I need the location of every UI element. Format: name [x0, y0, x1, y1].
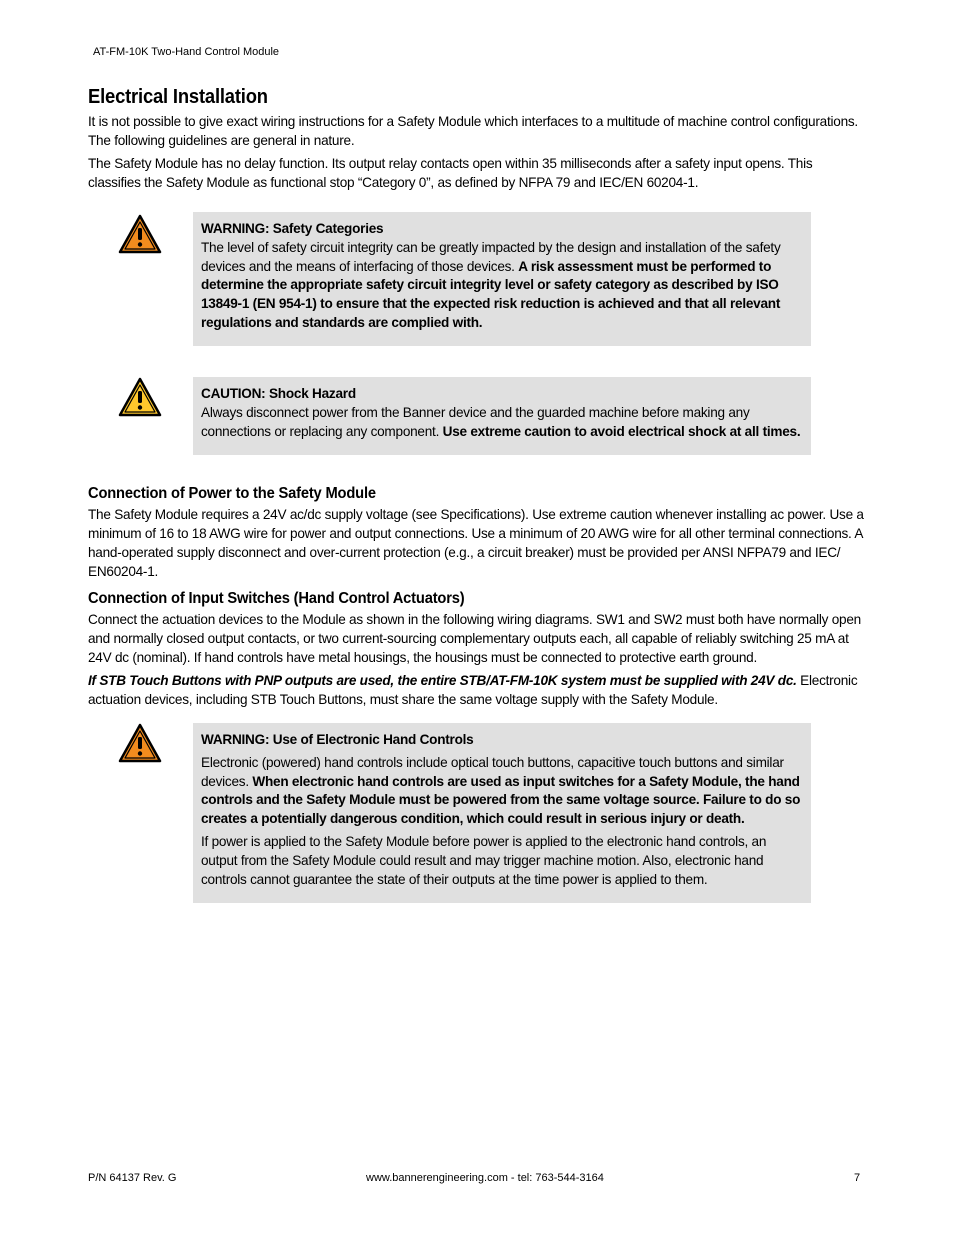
caution-body-text: Always disconnect power from the Banner device and the guarded machine before making any connections or replacing any component. [201, 404, 750, 439]
footer-page-number: 7 [854, 1172, 861, 1184]
running-header: AT-FM-10K Two-Hand Control Module [93, 46, 280, 58]
power-section-title: Connection of Power to the Safety Module [88, 485, 376, 502]
warning-body-bold: A risk assessment must be performed to determine the appropriate safety circuit integrity level or safety category as described by ISO 13849-1 (EN 954-1) to ensure that the expected risk reduction is achieved and that all relevant regulations and standards are complied with. [201, 258, 781, 330]
warning-body-text: The level of safety circuit integrity can be greatly impacted by the design and installation of the safety devices and the means of interfacing of those devices. [201, 239, 781, 274]
warning-box [193, 212, 811, 346]
caution-triangle-icon [118, 377, 162, 417]
electronic-warning-title: WARNING: Use of Electronic Hand Controls [201, 732, 474, 747]
power-paragraph: The Safety Module requires a 24V ac/dc supply voltage (see Specifications). Use extreme caution whenever installing ac power. Use a minimum of 16 to 18 AWG wire for power and output connections. Use a minimum of 20 AWG wire for all other terminal connections. A hand-operated supply disconnect and over-current protection (e.g., a circuit breaker) must be provided per ANSI NFPA79 and IEC/ EN60204-1. [88, 507, 864, 579]
input-section-title: Connection of Input Switches (Hand Control Actuators) [88, 590, 465, 607]
stb-note-bold: If STB Touch Buttons with PNP outputs are used, the entire STB/AT-FM-10K system must be supplied with 24V dc. [88, 673, 797, 688]
warning-body [201, 239, 803, 333]
footer-part-number: P/N 64137 Rev. G [88, 1172, 177, 1184]
intro-paragraph: It is not possible to give exact wiring instructions for a Safety Module which interfaces to a multitude of machine control configurations. The following guidelines are general in nature. [88, 114, 858, 148]
caution-body [201, 404, 803, 442]
warning-electronic-hand-controls [88, 723, 866, 903]
section-title: Electrical Installation [88, 86, 268, 108]
electronic-warning-text: Electronic (powered) hand controls include optical touch buttons, capacitive touch buttons and similar devices. [201, 754, 784, 789]
electronic-warning-body-1 [201, 754, 803, 829]
caution-body-bold: Use extreme caution to avoid electrical shock at all times. [442, 423, 801, 439]
stb-paragraph [88, 671, 866, 709]
footer-contact: www.bannerengineering.com - tel: 763-544-3164 [366, 1172, 604, 1184]
warning-title: WARNING: Safety Categories [201, 221, 384, 236]
electronic-warning-body-2: If power is applied to the Safety Module before power is applied to the electronic hand controls, an output from the Safety Module could result and may trigger machine motion. Also, electronic hand controls cannot guarantee the state of their outputs at the time power is applied to them. [201, 833, 767, 887]
warning-triangle-icon [118, 723, 162, 763]
caution-title: CAUTION: Shock Hazard [201, 386, 356, 401]
delay-paragraph: The Safety Module has no delay function. Its output relay contacts open within 35 milliseconds after a safety input opens. This classifies the Safety Module as functional stop “Category 0”, as defined by NFPA 79 and IEC/EN 60204-1. [88, 156, 813, 190]
stb-note-text: Electronic actuation devices, including STB Touch Buttons, must share the same voltage supply with the Safety Module. [88, 673, 858, 707]
caution-box [193, 377, 811, 455]
caution-shock-hazard [88, 377, 866, 455]
page-content [88, 86, 866, 903]
warning-safety-categories [88, 212, 866, 346]
electronic-warning-bold: When electronic hand controls are used as input switches for a Safety Module, the hand controls and the Safety Module must be powered from the same voltage source. Failure to do so creates a potentially dangerous condition, which could result in serious injury or death. [201, 773, 801, 827]
input-paragraph: Connect the actuation devices to the Module as shown in the following wiring diagrams. SW1 and SW2 must both have normally open and normally closed output contacts, or two current-sourcing complementary outputs each, all capable of reliably switching 25 mA at 24V dc (nominal). If hand controls have metal housings, the housings must be connected to protective earth ground. [88, 612, 861, 665]
electronic-warning-box [193, 723, 811, 903]
warning-triangle-icon [118, 214, 162, 254]
